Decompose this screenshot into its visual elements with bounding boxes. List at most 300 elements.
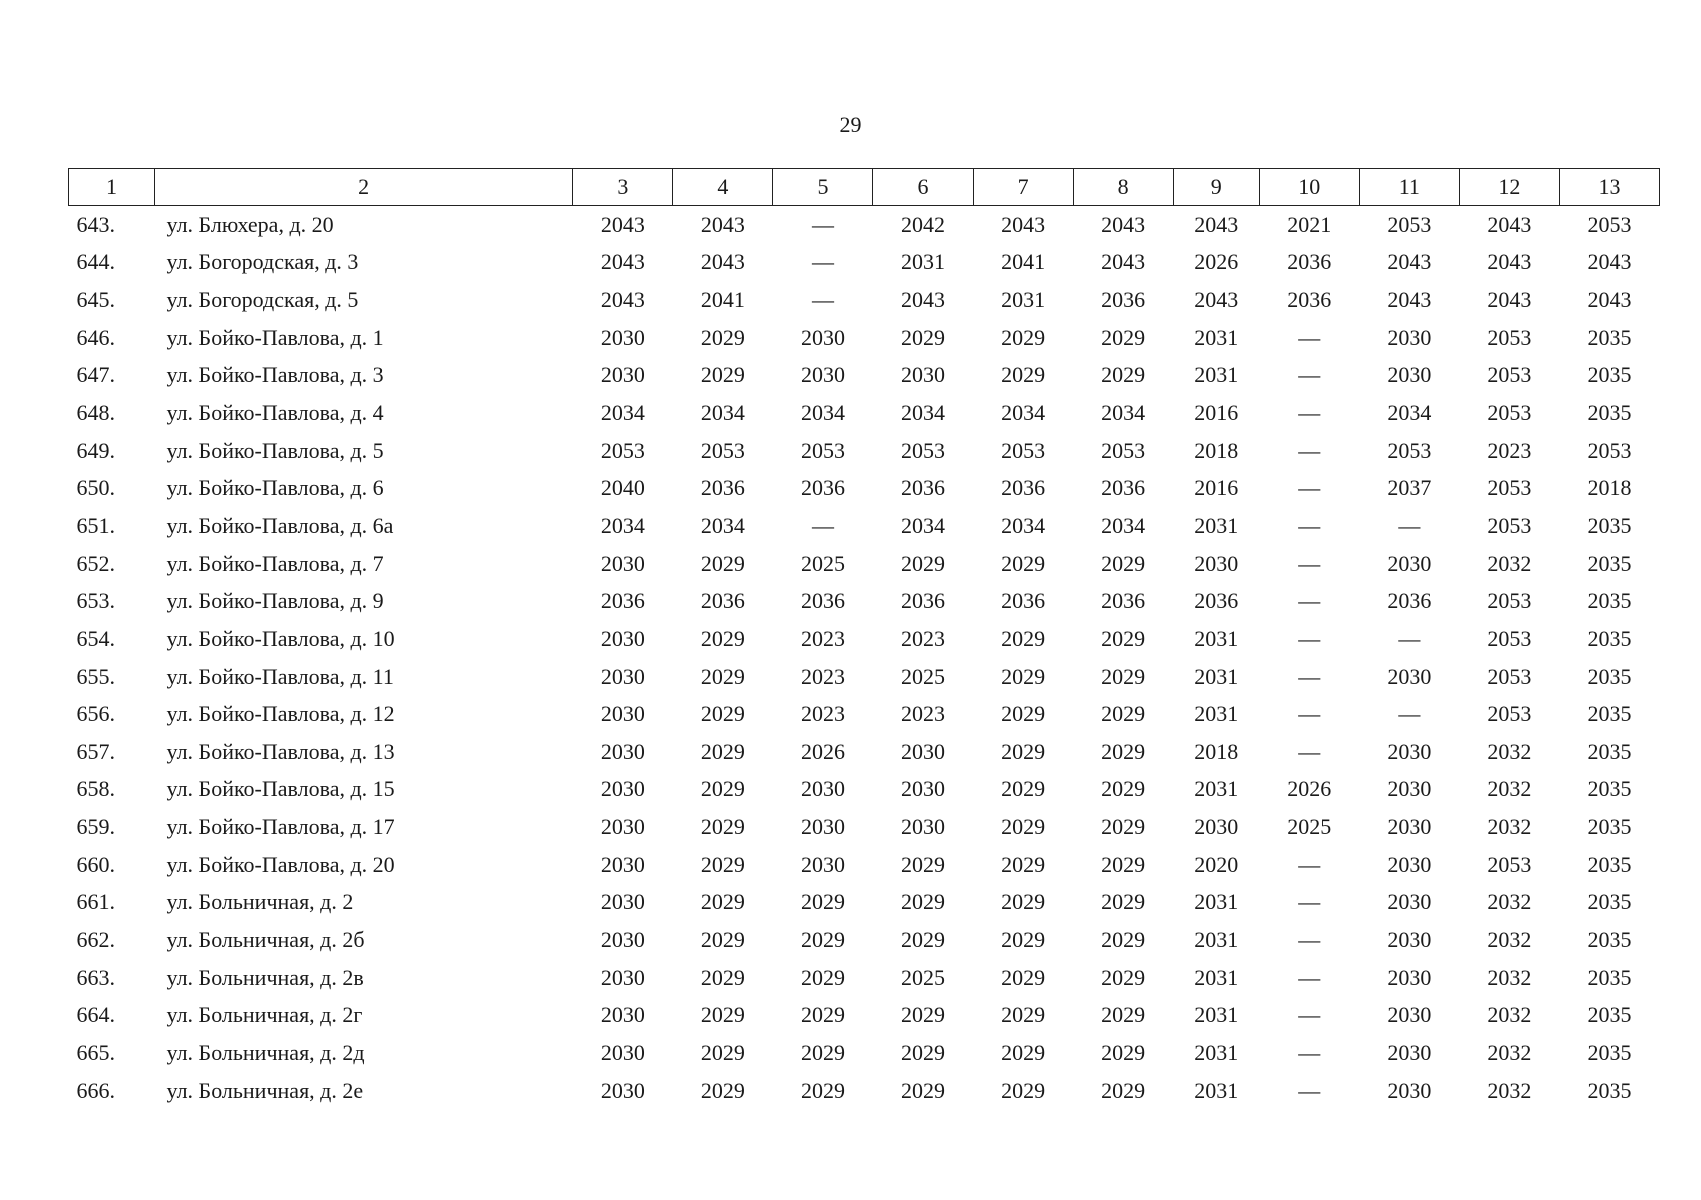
row-number: 666.	[76, 1077, 115, 1103]
cell-col-9: 2031	[1194, 776, 1239, 802]
row-address: ул. Бойко-Павлова, д. 11	[166, 663, 394, 689]
cell-col-8: 2029	[1101, 889, 1146, 915]
table-row	[69, 357, 1660, 395]
column-header-9: 9	[1173, 169, 1259, 206]
cell-col-8: 2029	[1101, 926, 1146, 952]
cell-col-4: 2029	[700, 625, 745, 651]
cell-col-11: 2030	[1387, 1039, 1432, 1065]
cell-col-10: 2036	[1287, 287, 1332, 313]
cell-col-6: 2025	[901, 964, 946, 990]
cell-col-6: 2043	[901, 287, 946, 313]
table-row	[69, 808, 1660, 846]
cell-col-12: 2032	[1487, 889, 1532, 915]
table-row	[69, 1034, 1660, 1072]
cell-col-10: 2025	[1287, 814, 1332, 840]
cell-col-5: 2029	[800, 889, 845, 915]
row-address: ул. Бойко-Павлова, д. 12	[166, 701, 395, 727]
cell-col-3: 2043	[600, 211, 645, 237]
cell-col-4: 2043	[700, 249, 745, 275]
row-number: 646.	[76, 324, 115, 350]
cell-col-3: 2030	[600, 964, 645, 990]
cell-col-10: —	[1298, 851, 1321, 877]
cell-col-5: 2030	[800, 814, 845, 840]
cell-col-10: 2036	[1287, 249, 1332, 275]
row-number: 648.	[76, 400, 115, 426]
table-row	[69, 921, 1660, 959]
cell-col-6: 2030	[901, 776, 946, 802]
row-address: ул. Бойко-Павлова, д. 17	[166, 814, 395, 840]
cell-col-7: 2029	[1001, 324, 1046, 350]
row-address: ул. Больничная, д. 2г	[166, 1002, 363, 1028]
cell-col-11: 2037	[1387, 475, 1432, 501]
cell-col-10: —	[1298, 324, 1321, 350]
cell-col-6: 2031	[901, 249, 946, 275]
cell-col-3: 2030	[600, 663, 645, 689]
row-number: 651.	[76, 512, 115, 538]
column-header-5: 5	[773, 169, 873, 206]
cell-col-4: 2029	[700, 776, 745, 802]
row-address: ул. Бойко-Павлова, д. 9	[166, 588, 384, 614]
cell-col-7: 2029	[1001, 1077, 1046, 1103]
cell-col-8: 2029	[1101, 701, 1146, 727]
cell-col-7: 2036	[1001, 588, 1046, 614]
row-address: ул. Бойко-Павлова, д. 3	[166, 362, 384, 388]
cell-col-4: 2036	[700, 475, 745, 501]
cell-col-7: 2029	[1001, 701, 1046, 727]
cell-col-5: 2030	[800, 776, 845, 802]
cell-col-12: 2053	[1487, 701, 1532, 727]
cell-col-9: 2030	[1194, 550, 1239, 576]
cell-col-13: 2053	[1587, 437, 1632, 463]
cell-col-12: 2032	[1487, 926, 1532, 952]
row-address: ул. Бойко-Павлова, д. 7	[166, 550, 384, 576]
row-address: ул. Больничная, д. 2е	[166, 1077, 364, 1103]
page-number: 29	[839, 112, 862, 137]
cell-col-4: 2043	[700, 211, 745, 237]
cell-col-8: 2029	[1101, 851, 1146, 877]
cell-col-4: 2029	[700, 889, 745, 915]
cell-col-12: 2043	[1487, 211, 1532, 237]
cell-col-6: 2029	[901, 851, 946, 877]
cell-col-3: 2030	[600, 851, 645, 877]
row-address: ул. Бойко-Павлова, д. 4	[166, 400, 384, 426]
cell-col-9: 2020	[1194, 851, 1239, 877]
cell-col-12: 2032	[1487, 1002, 1532, 1028]
cell-col-6: 2029	[901, 1039, 946, 1065]
cell-col-8: 2029	[1101, 362, 1146, 388]
cell-col-11: 2030	[1387, 362, 1432, 388]
cell-col-6: 2029	[901, 926, 946, 952]
cell-col-11: 2030	[1387, 1077, 1432, 1103]
cell-col-6: 2036	[901, 475, 946, 501]
table-row	[69, 658, 1660, 696]
cell-col-6: 2030	[901, 362, 946, 388]
table-row	[69, 959, 1660, 997]
cell-col-10: —	[1298, 550, 1321, 576]
cell-col-9: 2031	[1194, 926, 1239, 952]
cell-col-5: —	[811, 512, 834, 538]
cell-col-5: 2026	[800, 738, 845, 764]
row-number: 663.	[76, 964, 115, 990]
cell-col-3: 2034	[600, 400, 645, 426]
cell-col-11: 2030	[1387, 324, 1432, 350]
cell-col-11: —	[1398, 701, 1421, 727]
cell-col-3: 2030	[600, 1039, 645, 1065]
cell-col-6: 2030	[901, 814, 946, 840]
table-row	[69, 469, 1660, 507]
cell-col-3: 2030	[600, 889, 645, 915]
cell-col-5: 2029	[800, 1039, 845, 1065]
cell-col-7: 2043	[1001, 211, 1046, 237]
cell-col-4: 2053	[700, 437, 745, 463]
cell-col-5: 2029	[800, 1077, 845, 1103]
cell-col-7: 2029	[1001, 550, 1046, 576]
cell-col-10: —	[1298, 475, 1321, 501]
cell-col-9: 2031	[1194, 625, 1239, 651]
cell-col-5: 2029	[800, 964, 845, 990]
row-number: 656.	[76, 701, 115, 727]
cell-col-10: 2026	[1287, 776, 1332, 802]
cell-col-11: 2030	[1387, 550, 1432, 576]
column-header-11: 11	[1359, 169, 1459, 206]
table-row	[69, 319, 1660, 357]
cell-col-6: 2025	[901, 663, 946, 689]
row-number: 650.	[76, 475, 115, 501]
row-number: 652.	[76, 550, 115, 576]
cell-col-7: 2034	[1001, 400, 1046, 426]
table-row	[69, 507, 1660, 545]
row-number: 653.	[76, 588, 115, 614]
table-header	[69, 169, 1660, 206]
cell-col-3: 2030	[600, 701, 645, 727]
row-number: 643.	[76, 211, 115, 237]
cell-col-9: 2043	[1194, 287, 1239, 313]
cell-col-4: 2029	[700, 550, 745, 576]
cell-col-12: 2032	[1487, 776, 1532, 802]
cell-col-5: 2053	[800, 437, 845, 463]
cell-col-8: 2036	[1101, 588, 1146, 614]
cell-col-3: 2053	[600, 437, 645, 463]
cell-col-13: 2035	[1587, 926, 1632, 952]
row-address: ул. Больничная, д. 2б	[166, 926, 365, 952]
cell-col-4: 2029	[700, 362, 745, 388]
cell-col-4: 2036	[700, 588, 745, 614]
cell-col-6: 2023	[901, 625, 946, 651]
cell-col-11: 2053	[1387, 211, 1432, 237]
cell-col-12: 2053	[1487, 588, 1532, 614]
cell-col-8: 2029	[1101, 776, 1146, 802]
cell-col-8: 2043	[1101, 249, 1146, 275]
row-number: 654.	[76, 625, 115, 651]
table-row	[69, 1072, 1660, 1110]
cell-col-12: 2053	[1487, 663, 1532, 689]
cell-col-9: 2031	[1194, 964, 1239, 990]
cell-col-13: 2035	[1587, 663, 1632, 689]
cell-col-8: 2029	[1101, 1002, 1146, 1028]
cell-col-12: 2032	[1487, 1039, 1532, 1065]
cell-col-7: 2036	[1001, 475, 1046, 501]
cell-col-6: 2029	[901, 889, 946, 915]
cell-col-11: 2030	[1387, 663, 1432, 689]
cell-col-11: 2030	[1387, 738, 1432, 764]
table-row	[69, 846, 1660, 884]
cell-col-4: 2029	[700, 851, 745, 877]
cell-col-7: 2029	[1001, 814, 1046, 840]
cell-col-8: 2029	[1101, 663, 1146, 689]
cell-col-13: 2035	[1587, 324, 1632, 350]
cell-col-7: 2041	[1001, 249, 1046, 275]
cell-col-7: 2029	[1001, 889, 1046, 915]
row-number: 662.	[76, 926, 115, 952]
table-body	[69, 206, 1660, 1110]
cell-col-10: —	[1298, 1077, 1321, 1103]
cell-col-10: —	[1298, 964, 1321, 990]
cell-col-8: 2029	[1101, 625, 1146, 651]
cell-col-9: 2031	[1194, 889, 1239, 915]
cell-col-8: 2034	[1101, 400, 1146, 426]
cell-col-5: —	[811, 249, 834, 275]
cell-col-5: 2029	[800, 926, 845, 952]
cell-col-13: 2035	[1587, 625, 1632, 651]
cell-col-8: 2053	[1101, 437, 1146, 463]
cell-col-5: —	[811, 211, 834, 237]
cell-col-8: 2036	[1101, 475, 1146, 501]
cell-col-11: 2034	[1387, 400, 1432, 426]
cell-col-9: 2018	[1194, 437, 1239, 463]
table-row	[69, 545, 1660, 583]
row-number: 659.	[76, 814, 115, 840]
cell-col-10: 2021	[1287, 211, 1332, 237]
cell-col-11: —	[1398, 625, 1421, 651]
cell-col-5: 2036	[800, 475, 845, 501]
cell-col-11: 2053	[1387, 437, 1432, 463]
cell-col-11: 2043	[1387, 287, 1432, 313]
cell-col-13: 2035	[1587, 400, 1632, 426]
cell-col-13: 2035	[1587, 1002, 1632, 1028]
cell-col-12: 2053	[1487, 475, 1532, 501]
cell-col-12: 2053	[1487, 851, 1532, 877]
row-address: ул. Бойко-Павлова, д. 20	[166, 851, 395, 877]
cell-col-3: 2030	[600, 814, 645, 840]
row-address: ул. Больничная, д. 2	[166, 889, 354, 915]
cell-col-5: 2023	[800, 701, 845, 727]
cell-col-13: 2035	[1587, 588, 1632, 614]
cell-col-4: 2041	[700, 287, 745, 313]
cell-col-13: 2035	[1587, 362, 1632, 388]
cell-col-5: 2029	[800, 1002, 845, 1028]
cell-col-11: 2043	[1387, 249, 1432, 275]
table-row	[69, 996, 1660, 1034]
cell-col-5: 2030	[800, 362, 845, 388]
cell-col-11: 2030	[1387, 926, 1432, 952]
cell-col-5: —	[811, 287, 834, 313]
cell-col-11: 2030	[1387, 889, 1432, 915]
column-header-6: 6	[873, 169, 973, 206]
cell-col-5: 2025	[800, 550, 845, 576]
row-number: 664.	[76, 1002, 115, 1028]
cell-col-9: 2036	[1194, 588, 1239, 614]
cell-col-12: 2053	[1487, 625, 1532, 651]
cell-col-11: 2030	[1387, 964, 1432, 990]
cell-col-10: —	[1298, 512, 1321, 538]
cell-col-13: 2035	[1587, 776, 1632, 802]
row-address: ул. Бойко-Павлова, д. 6а	[166, 512, 394, 538]
cell-col-10: —	[1298, 400, 1321, 426]
row-address: ул. Бойко-Павлова, д. 6	[166, 475, 384, 501]
cell-col-6: 2029	[901, 324, 946, 350]
cell-col-9: 2018	[1194, 738, 1239, 764]
cell-col-13: 2035	[1587, 550, 1632, 576]
cell-col-7: 2029	[1001, 926, 1046, 952]
cell-col-3: 2030	[600, 1002, 645, 1028]
cell-col-3: 2030	[600, 625, 645, 651]
column-header-4: 4	[673, 169, 773, 206]
row-number: 658.	[76, 776, 115, 802]
cell-col-6: 2034	[901, 400, 946, 426]
cell-col-10: —	[1298, 738, 1321, 764]
cell-col-13: 2035	[1587, 814, 1632, 840]
cell-col-12: 2043	[1487, 249, 1532, 275]
row-address: ул. Бойко-Павлова, д. 5	[166, 437, 384, 463]
table-row	[69, 771, 1660, 809]
cell-col-3: 2043	[600, 287, 645, 313]
cell-col-8: 2029	[1101, 738, 1146, 764]
cell-col-10: —	[1298, 1002, 1321, 1028]
cell-col-7: 2029	[1001, 663, 1046, 689]
cell-col-3: 2043	[600, 249, 645, 275]
cell-col-12: 2032	[1487, 814, 1532, 840]
table-row	[69, 733, 1660, 771]
cell-col-5: 2023	[800, 625, 845, 651]
cell-col-4: 2034	[700, 512, 745, 538]
table-row	[69, 695, 1660, 733]
row-number: 647.	[76, 362, 115, 388]
cell-col-7: 2031	[1001, 287, 1046, 313]
cell-col-6: 2030	[901, 738, 946, 764]
cell-col-10: —	[1298, 889, 1321, 915]
cell-col-4: 2029	[700, 324, 745, 350]
cell-col-12: 2053	[1487, 362, 1532, 388]
row-address: ул. Бойко-Павлова, д. 13	[166, 738, 395, 764]
cell-col-3: 2030	[600, 738, 645, 764]
cell-col-3: 2030	[600, 1077, 645, 1103]
cell-col-7: 2029	[1001, 851, 1046, 877]
cell-col-9: 2031	[1194, 324, 1239, 350]
row-number: 661.	[76, 889, 115, 915]
cell-col-8: 2029	[1101, 814, 1146, 840]
cell-col-12: 2032	[1487, 1077, 1532, 1103]
cell-col-5: 2030	[800, 324, 845, 350]
cell-col-7: 2029	[1001, 625, 1046, 651]
cell-col-12: 2032	[1487, 550, 1532, 576]
table-row	[69, 206, 1660, 244]
cell-col-12: 2043	[1487, 287, 1532, 313]
row-number: 660.	[76, 851, 115, 877]
cell-col-10: —	[1298, 701, 1321, 727]
cell-col-7: 2029	[1001, 1002, 1046, 1028]
cell-col-9: 2030	[1194, 814, 1239, 840]
cell-col-6: 2034	[901, 512, 946, 538]
cell-col-12: 2053	[1487, 512, 1532, 538]
cell-col-13: 2035	[1587, 851, 1632, 877]
table-row	[69, 432, 1660, 470]
cell-col-7: 2053	[1001, 437, 1046, 463]
cell-col-11: 2030	[1387, 1002, 1432, 1028]
cell-col-10: —	[1298, 362, 1321, 388]
cell-col-4: 2029	[700, 926, 745, 952]
row-number: 665.	[76, 1039, 115, 1065]
cell-col-3: 2036	[600, 588, 645, 614]
cell-col-9: 2031	[1194, 1039, 1239, 1065]
cell-col-10: —	[1298, 663, 1321, 689]
cell-col-4: 2029	[700, 964, 745, 990]
cell-col-11: 2030	[1387, 776, 1432, 802]
cell-col-5: 2023	[800, 663, 845, 689]
row-address: ул. Бойко-Павлова, д. 10	[166, 625, 395, 651]
cell-col-4: 2029	[700, 1039, 745, 1065]
column-header-10: 10	[1259, 169, 1359, 206]
cell-col-9: 2043	[1194, 211, 1239, 237]
cell-col-13: 2018	[1587, 475, 1632, 501]
cell-col-8: 2029	[1101, 550, 1146, 576]
cell-col-13: 2035	[1587, 701, 1632, 727]
cell-col-12: 2053	[1487, 324, 1532, 350]
cell-col-13: 2035	[1587, 964, 1632, 990]
column-header-3: 3	[573, 169, 673, 206]
column-header-2: 2	[155, 169, 573, 206]
cell-col-6: 2042	[901, 211, 946, 237]
cell-col-7: 2029	[1001, 776, 1046, 802]
cell-col-12: 2032	[1487, 738, 1532, 764]
cell-col-8: 2029	[1101, 324, 1146, 350]
cell-col-3: 2030	[600, 926, 645, 952]
cell-col-3: 2030	[600, 776, 645, 802]
table-row	[69, 281, 1660, 319]
row-address: ул. Богородская, д. 3	[166, 249, 359, 275]
row-address: ул. Бойко-Павлова, д. 1	[166, 324, 384, 350]
row-number: 657.	[76, 738, 115, 764]
row-number: 649.	[76, 437, 115, 463]
cell-col-9: 2031	[1194, 512, 1239, 538]
cell-col-6: 2023	[901, 701, 946, 727]
column-header-7: 7	[973, 169, 1073, 206]
cell-col-4: 2029	[700, 738, 745, 764]
cell-col-8: 2029	[1101, 1039, 1146, 1065]
cell-col-7: 2034	[1001, 512, 1046, 538]
cell-col-13: 2035	[1587, 1077, 1632, 1103]
table-row	[69, 582, 1660, 620]
cell-col-13: 2035	[1587, 1039, 1632, 1065]
cell-col-4: 2029	[700, 663, 745, 689]
cell-col-9: 2016	[1194, 475, 1239, 501]
cell-col-4: 2029	[700, 1002, 745, 1028]
row-address: ул. Больничная, д. 2д	[166, 1039, 365, 1065]
cell-col-7: 2029	[1001, 964, 1046, 990]
row-number: 644.	[76, 249, 115, 275]
cell-col-3: 2030	[600, 324, 645, 350]
column-header-1: 1	[69, 169, 155, 206]
cell-col-9: 2026	[1194, 249, 1239, 275]
cell-col-8: 2034	[1101, 512, 1146, 538]
table-row	[69, 884, 1660, 922]
cell-col-10: —	[1298, 437, 1321, 463]
cell-col-10: —	[1298, 625, 1321, 651]
cell-col-4: 2034	[700, 400, 745, 426]
cell-col-13: 2035	[1587, 889, 1632, 915]
cell-col-7: 2029	[1001, 1039, 1046, 1065]
cell-col-12: 2053	[1487, 400, 1532, 426]
cell-col-3: 2040	[600, 475, 645, 501]
